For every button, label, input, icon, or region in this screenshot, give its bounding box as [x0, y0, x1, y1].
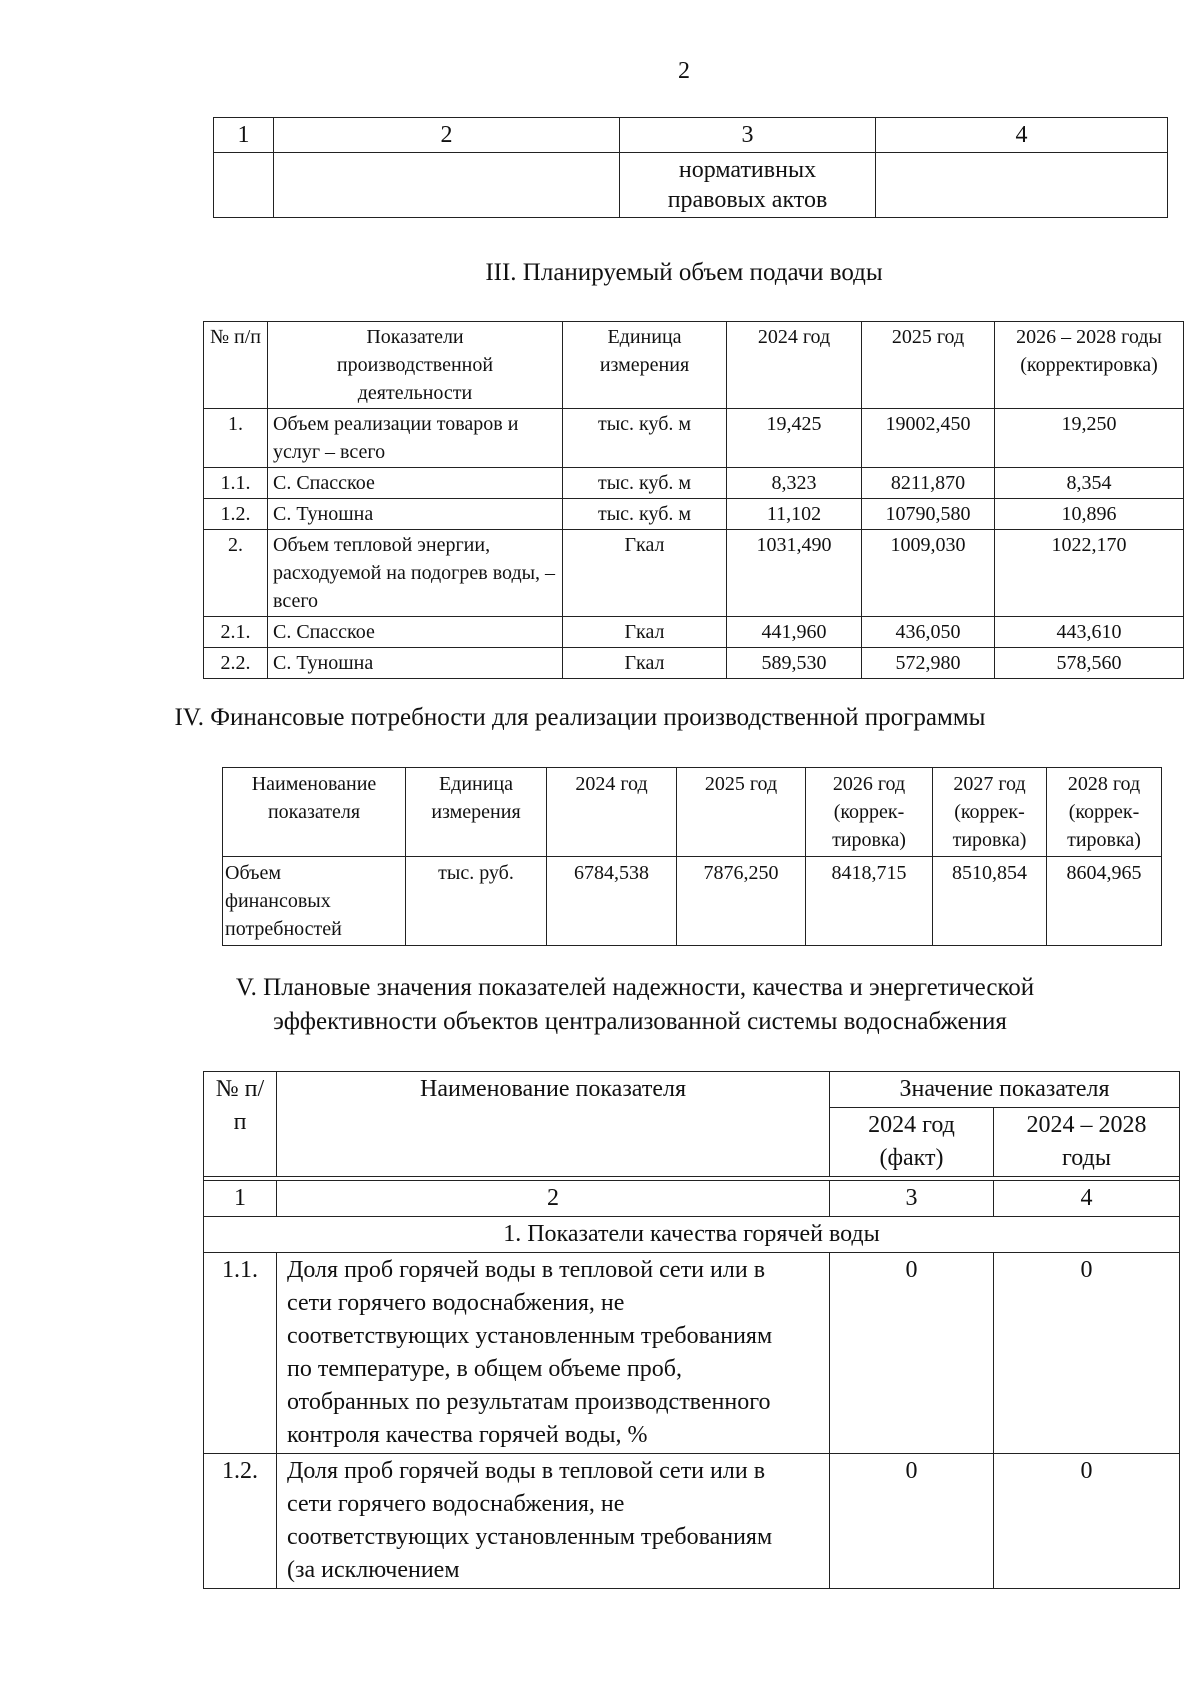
- table-cell: Гкал: [563, 530, 727, 617]
- table-cell: 1031,490: [727, 530, 862, 617]
- table-header-row: [223, 768, 1162, 857]
- table-row: [204, 1217, 1180, 1253]
- table-row: [204, 1454, 1180, 1589]
- table-cell: 7876,250: [677, 857, 806, 946]
- table-cell: 2.: [204, 530, 268, 617]
- table-cell: тыс. куб. м: [563, 468, 727, 499]
- table-header-cell: Единица измерения: [563, 322, 727, 409]
- table-header-cell: 2026 год (коррек-тировка): [806, 768, 933, 857]
- table-cell: 3: [830, 1181, 994, 1217]
- table-cell: 6784,538: [547, 857, 677, 946]
- table-cell: 8,354: [995, 468, 1184, 499]
- table-row: [204, 499, 1184, 530]
- table-cell: 8604,965: [1047, 857, 1162, 946]
- table-cell: С. Туношна: [268, 648, 563, 679]
- table-header-cell: 3: [620, 118, 876, 153]
- table-cell: 8211,870: [862, 468, 995, 499]
- table-cell: Доля проб горячей воды в тепловой сети или в сети горячего водоснабжения, не соответствующих установленным требованиям по температуре, в общем объеме проб, отобранных по результатам производственного контроля качества горячей воды, %: [277, 1253, 830, 1454]
- table-row: [204, 409, 1184, 468]
- table-cell: Объем реализации товаров и услуг – всего: [268, 409, 563, 468]
- table-header-cell: 2025 год: [677, 768, 806, 857]
- table-cell: Гкал: [563, 617, 727, 648]
- table-header-row: [204, 1072, 1180, 1108]
- table-cell: [214, 153, 274, 218]
- water-supply-table: [203, 321, 1184, 679]
- table-cell: 11,102: [727, 499, 862, 530]
- table-header-cell: 2025 год: [862, 322, 995, 409]
- table-cell: С. Туношна: [268, 499, 563, 530]
- table-cell: 436,050: [862, 617, 995, 648]
- table-cell: Объем финансовых потребностей: [223, 857, 406, 946]
- section-4-title: IV. Финансовые потребности для реализации производственной программы: [174, 704, 986, 731]
- table-header-cell: 2024 год: [547, 768, 677, 857]
- table-cell: 1: [204, 1181, 277, 1217]
- table-cell: 1009,030: [862, 530, 995, 617]
- table-row: [204, 1253, 1180, 1454]
- table-header-cell: Единица измерения: [406, 768, 547, 857]
- table-cell: тыс. руб.: [406, 857, 547, 946]
- table-header-cell: Наименование показателя: [277, 1072, 830, 1177]
- table-cell: 8418,715: [806, 857, 933, 946]
- table-cell: 10790,580: [862, 499, 995, 530]
- table-cell: 10,896: [995, 499, 1184, 530]
- table-cell: 0: [830, 1454, 994, 1589]
- table-header-row: [214, 118, 1168, 153]
- table-header-cell: 2024 год (факт): [830, 1108, 994, 1177]
- financial-needs-table: [222, 767, 1162, 946]
- table-row: [204, 1181, 1180, 1217]
- section-3-title: III. Планируемый объем подачи воды: [485, 259, 883, 286]
- table-cell: 2.2.: [204, 648, 268, 679]
- table-cell: тыс. куб. м: [563, 499, 727, 530]
- table-header-cell: № п/п: [204, 322, 268, 409]
- table-cell: 1.2.: [204, 499, 268, 530]
- table-header-cell: Наименование показателя: [223, 768, 406, 857]
- table-cell: нормативных правовых актов: [620, 153, 876, 218]
- section-5-title-line-2: эффективности объектов централизованной системы водоснабжения: [273, 1008, 1007, 1035]
- table-cell: 443,610: [995, 617, 1184, 648]
- section-5-title-line-1: V. Плановые значения показателей надежности, качества и энергетической: [235, 974, 1035, 1001]
- continuation-table: [213, 117, 1168, 218]
- table-cell: 589,530: [727, 648, 862, 679]
- table-header-cell: Значение показателя: [830, 1072, 1180, 1108]
- table-cell: 4: [994, 1181, 1180, 1217]
- table-header-cell: 2027 год (коррек-тировка): [933, 768, 1047, 857]
- table-header-cell: 1: [214, 118, 274, 153]
- page-number: 2: [678, 58, 690, 84]
- table-cell: 578,560: [995, 648, 1184, 679]
- table-cell: Доля проб горячей воды в тепловой сети или в сети горячего водоснабжения, не соответствующих установленным требованиям (за исключением: [277, 1454, 830, 1589]
- table-cell: 1.1.: [204, 468, 268, 499]
- table-cell: 1.1.: [204, 1253, 277, 1454]
- group-title-cell: 1. Показатели качества горячей воды: [204, 1217, 1180, 1253]
- table-cell: 572,980: [862, 648, 995, 679]
- table-cell: 0: [994, 1253, 1180, 1454]
- table-cell: Гкал: [563, 648, 727, 679]
- table-header-cell: 2026 – 2028 годы (корректировка): [995, 322, 1184, 409]
- table-header-cell: 2: [274, 118, 620, 153]
- table-cell: С. Спасское: [268, 617, 563, 648]
- table-header-cell: Показатели производственной деятельности: [268, 322, 563, 409]
- table-header-cell: № п/п: [204, 1072, 277, 1177]
- table-cell: 19002,450: [862, 409, 995, 468]
- table-header-cell: 4: [876, 118, 1168, 153]
- table-cell: 1.: [204, 409, 268, 468]
- table-cell: 0: [830, 1253, 994, 1454]
- table-cell: 2: [277, 1181, 830, 1217]
- reliability-indicators-table: [203, 1071, 1180, 1589]
- table-cell: 19,425: [727, 409, 862, 468]
- table-row: [204, 648, 1184, 679]
- table-cell: 2.1.: [204, 617, 268, 648]
- table-row: [214, 153, 1168, 218]
- table-cell: 1022,170: [995, 530, 1184, 617]
- table-cell: [876, 153, 1168, 218]
- table-cell: 441,960: [727, 617, 862, 648]
- table-cell: тыс. куб. м: [563, 409, 727, 468]
- table-cell: 0: [994, 1454, 1180, 1589]
- table-row: [204, 530, 1184, 617]
- table-header-cell: 2024 год: [727, 322, 862, 409]
- table-cell: Объем тепловой энергии, расходуемой на подогрев воды, – всего: [268, 530, 563, 617]
- table-cell: 19,250: [995, 409, 1184, 468]
- table-cell: 8,323: [727, 468, 862, 499]
- table-row: [204, 617, 1184, 648]
- table-row: [204, 468, 1184, 499]
- table-cell: [274, 153, 620, 218]
- table-header-row: [204, 322, 1184, 409]
- table-row: [223, 857, 1162, 946]
- table-cell: С. Спасское: [268, 468, 563, 499]
- table-header-cell: 2028 год (коррек-тировка): [1047, 768, 1162, 857]
- table-cell: 8510,854: [933, 857, 1047, 946]
- table-header-cell: 2024 – 2028 годы: [994, 1108, 1180, 1177]
- table-cell: 1.2.: [204, 1454, 277, 1589]
